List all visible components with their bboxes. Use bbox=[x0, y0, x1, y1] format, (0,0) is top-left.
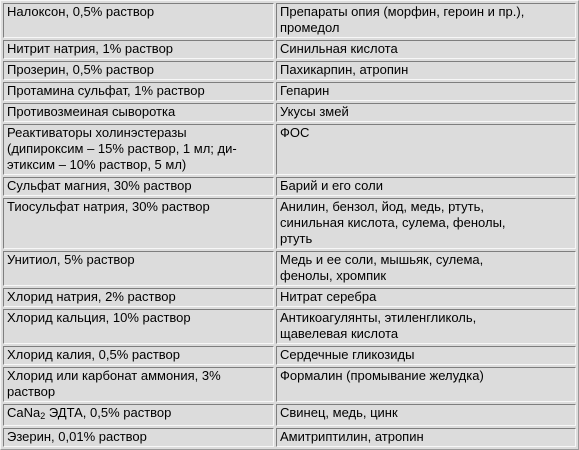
table-row bbox=[3, 82, 576, 101]
table-row bbox=[3, 404, 576, 426]
poison-cell: Свинец, медь, цинк bbox=[276, 404, 576, 426]
antidote-cell: Эзерин, 0,01% раствор bbox=[3, 428, 274, 447]
poison-cell: Синильная кислота bbox=[276, 40, 576, 59]
antidote-cell: Сульфат магния, 30% раствор bbox=[3, 177, 274, 196]
antidote-cell: Налоксон, 0,5% раствор bbox=[3, 3, 274, 38]
table-row bbox=[3, 177, 576, 196]
antidote-cell: Тиосульфат натрия, 30% раствор bbox=[3, 198, 274, 249]
table-row bbox=[3, 40, 576, 59]
antidote-formula-suffix: ЭДТА, 0,5% раствор bbox=[45, 405, 172, 420]
antidote-formula-subscript: 2 bbox=[40, 411, 46, 421]
antidote-cell: Противозмеиная сыворотка bbox=[3, 103, 274, 122]
antidote-cell: Хлорид или карбонат аммония, 3% раствор bbox=[3, 367, 274, 402]
antidote-cell: Нитрит натрия, 1% раствор bbox=[3, 40, 274, 59]
antidote-cell: Хлорид натрия, 2% раствор bbox=[3, 288, 274, 307]
table-row bbox=[3, 61, 576, 80]
poison-cell: Антикоагулянты, этиленгликоль, щавелевая кислота bbox=[276, 309, 576, 344]
poison-cell: Гепарин bbox=[276, 82, 576, 101]
poison-cell: Укусы змей bbox=[276, 103, 576, 122]
antidote-cell bbox=[3, 404, 274, 426]
poison-cell: Амитриптилин, атропин bbox=[276, 428, 576, 447]
table-row bbox=[3, 3, 576, 38]
antidote-cell: Протамина сульфат, 1% раствор bbox=[3, 82, 274, 101]
table-row bbox=[3, 251, 576, 286]
poison-cell: Пахикарпин, атропин bbox=[276, 61, 576, 80]
table-row bbox=[3, 103, 576, 122]
poison-cell: Анилин, бензол, йод, медь, ртуть, синильная кислота, сулема, фенолы, ртуть bbox=[276, 198, 576, 249]
table-row bbox=[3, 309, 576, 344]
table-row bbox=[3, 198, 576, 249]
antidote-cell: Хлорид кальция, 10% раствор bbox=[3, 309, 274, 344]
table-row bbox=[3, 428, 576, 447]
table-row bbox=[3, 288, 576, 307]
poison-cell: Препараты опия (морфин, героин и пр.), промедол bbox=[276, 3, 576, 38]
antidote-cell: Унитиол, 5% раствор bbox=[3, 251, 274, 286]
antidote-cell: Реактиваторы холинэстеразы (дипироксим – 15% раствор, 1 мл; ди- этиксим – 10% раствор, 5 мл) bbox=[3, 124, 274, 175]
poison-cell: Медь и ее соли, мышьяк, сулема, фенолы, хромпик bbox=[276, 251, 576, 286]
antidote-cell: Хлорид калия, 0,5% раствор bbox=[3, 346, 274, 365]
table-row bbox=[3, 124, 576, 175]
poison-cell: Формалин (промывание желудка) bbox=[276, 367, 576, 402]
poison-cell: Барий и его соли bbox=[276, 177, 576, 196]
antidote-formula-prefix: CaNa bbox=[7, 405, 41, 420]
poison-cell: Сердечные гликозиды bbox=[276, 346, 576, 365]
antidote-cell: Прозерин, 0,5% раствор bbox=[3, 61, 274, 80]
poison-cell: ФОС bbox=[276, 124, 576, 175]
poison-cell: Нитрат серебра bbox=[276, 288, 576, 307]
table-row bbox=[3, 367, 576, 402]
table-row bbox=[3, 346, 576, 365]
